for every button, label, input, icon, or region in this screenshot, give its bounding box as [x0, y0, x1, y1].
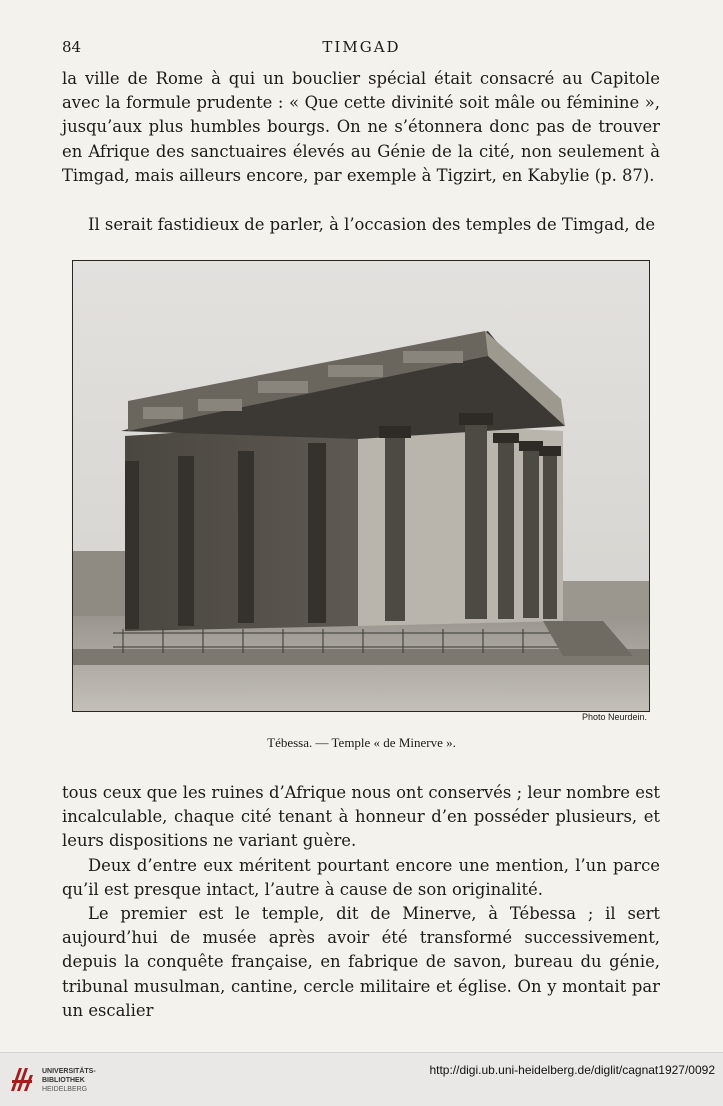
library-footer [0, 1052, 723, 1106]
temple-photograph [72, 260, 650, 712]
running-head [62, 38, 661, 60]
library-name-line: HEIDELBERG [42, 1086, 88, 1093]
permalink-url[interactable]: http://digi.ub.uni-heidelberg.de/diglit/cagnat1927/0092 [429, 1063, 715, 1077]
paragraph: tous ceux que les ruines d’Afrique nous ont conservés ; leur nombre est incalculable, chaque cité tenant à honneur d’en posséder plusieurs, et leurs dispositions ne variant guère. [62, 783, 660, 851]
library-name [42, 1067, 96, 1094]
figure-caption: Tébessa. — Temple « de Minerve ». [267, 735, 456, 750]
paragraph: Le premier est le temple, dit de Minerve, à Tébessa ; il sert aujourd’hui de musée après avoir été transformé successivement, depuis la conquête française, en fabrique de savon, bureau du génie, tribunal musulman, cantine, cercle militaire et église. On y montait par un escalier [62, 904, 660, 1020]
paragraph: Deux d’entre eux méritent pourtant encore une mention, l’un parce qu’il est presque intact, l’autre à cause de son originalité. [62, 855, 660, 899]
paragraph: Il serait fastidieux de parler, à l’occasion des temples de Timgad, de [88, 215, 656, 234]
body-text-top [62, 67, 660, 188]
library-logo[interactable] [8, 1061, 128, 1099]
page-number: 84 [62, 38, 82, 56]
paragraph: la ville de Rome à qui un bouclier spécial était consacré au Capitole avec la formule prudente : « Que cette divinité soit mâle ou féminine », jusqu’aux plus humbles bourgs. On ne s’étonnera donc pas de trouver en Afrique des sanctuaires élevés au Génie de la cité, non seulement à Timgad, mais ailleurs encore, par exemple à Tigzirt, en Kabylie (p. 87). [62, 69, 660, 185]
photo-credit: Photo Neurdein. [581, 712, 647, 722]
body-text-lead [62, 213, 660, 237]
body-text-bottom [62, 781, 660, 1023]
library-name-line: BIBLIOTHEK [42, 1077, 85, 1084]
library-emblem-icon [8, 1065, 36, 1093]
library-name-line: UNIVERSITÄTS- [42, 1068, 96, 1075]
running-title: TIMGAD [322, 38, 401, 56]
